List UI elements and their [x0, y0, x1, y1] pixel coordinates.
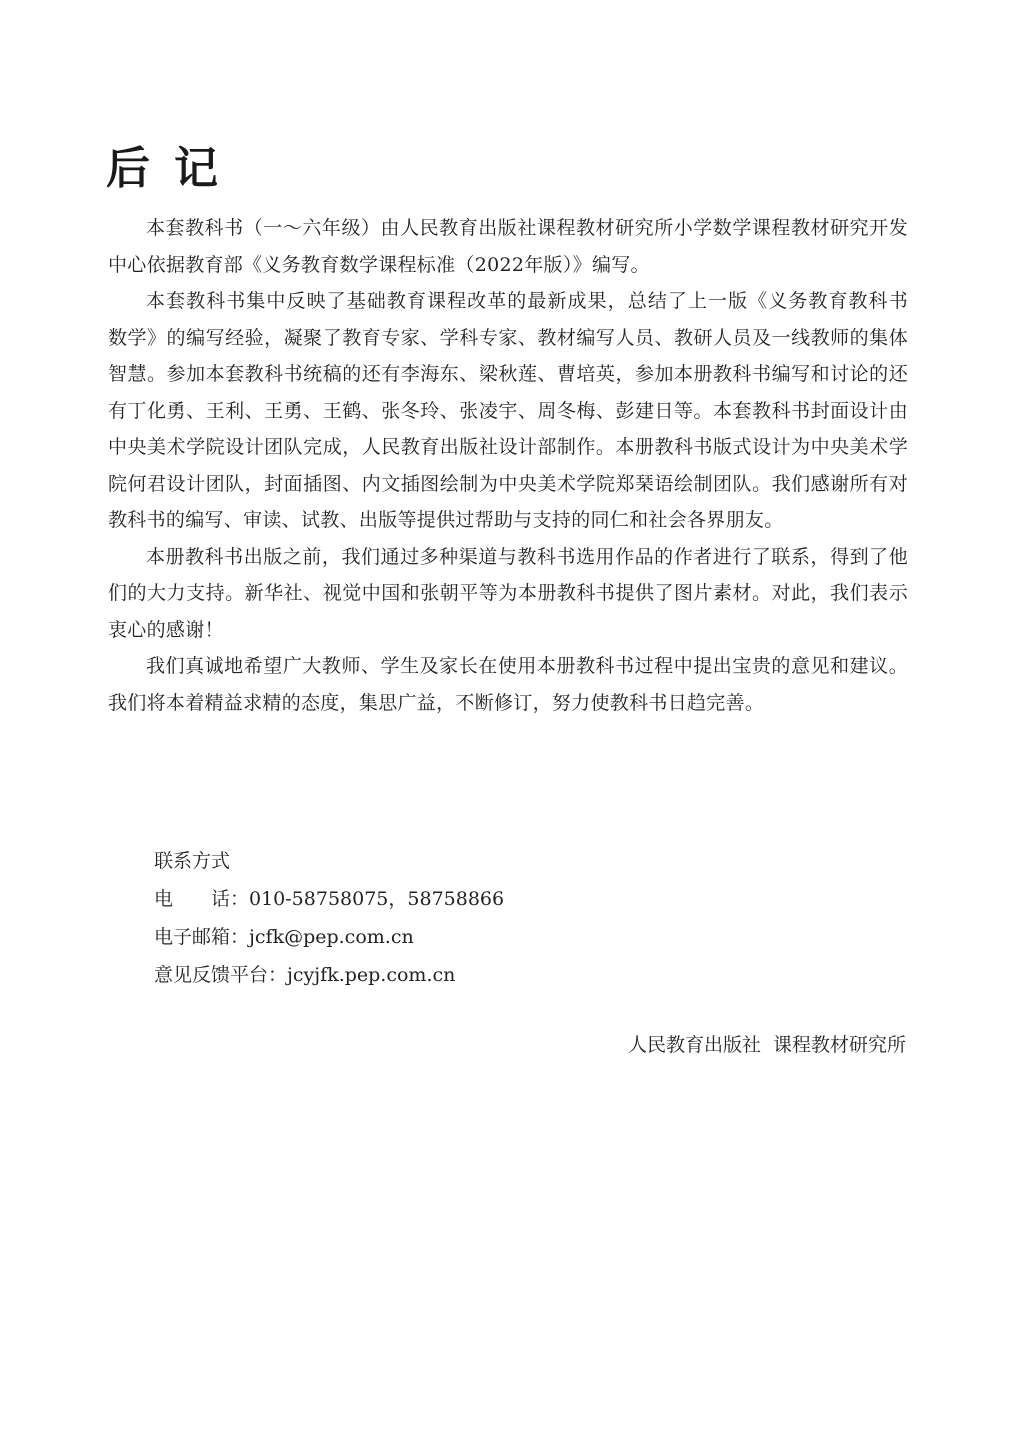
signature-publisher: 人民教育出版社	[627, 1034, 761, 1056]
contact-phone: 电 话：010-58758075，58758866	[154, 888, 505, 910]
contact-feedback: 意见反馈平台：jcyjfk.pep.com.cn	[154, 964, 456, 986]
signature	[628, 1030, 906, 1060]
signature-institute: 课程教材研究所	[772, 1034, 906, 1056]
contact-block	[154, 842, 504, 994]
paragraph-1: 本套教科书（一～六年级）由人民教育出版社课程教材研究所小学数学课程教材研究开发中心依据教育部《义务教育数学课程标准（2022年版）》编写。	[108, 217, 908, 276]
page-title	[106, 141, 222, 197]
body-text	[108, 210, 928, 721]
title-char-2: 记	[174, 143, 222, 195]
paragraph-3: 本册教科书出版之前，我们通过多种渠道与教科书选用作品的作者进行了联系，得到了他们的大力支持。新华社、视觉中国和张朝平等为本册教科书提供了图片素材。对此，我们表示衷心的感谢！	[108, 545, 908, 641]
title-char-1: 后	[106, 143, 154, 195]
contact-heading: 联系方式	[154, 850, 231, 872]
contact-email: 电子邮箱：jcfk@pep.com.cn	[154, 926, 414, 948]
paragraph-2: 本套教科书集中反映了基础教育课程改革的最新成果，总结了上一版《义务教育教科书 数学》的编写经验，凝聚了教育专家、学科专家、教材编写人员、教研人员及一线教师的集体智慧。参加本套教科书统稿的还有李海东、梁秋莲、曹培英，参加本册教科书编写和讨论的还有丁化勇、王利、王勇、王鹤、张冬玲、张凌宇、周冬梅、彭建日等。本套教科书封面设计由中央美术学院设计团队完成，人民教育出版社设计部制作。本册教科书版式设计为中央美术学院何君设计团队，封面插图、内文插图绘制为中央美术学院郑琹语绘制团队。我们感谢所有对教科书的编写、审读、试教、出版等提供过帮助与支持的同仁和社会各界朋友。	[108, 290, 928, 531]
paragraph-4: 我们真诚地希望广大教师、学生及家长在使用本册教科书过程中提出宝贵的意见和建议。我们将本着精益求精的态度，集思广益，不断修订，努力使教科书日趋完善。	[108, 655, 908, 714]
